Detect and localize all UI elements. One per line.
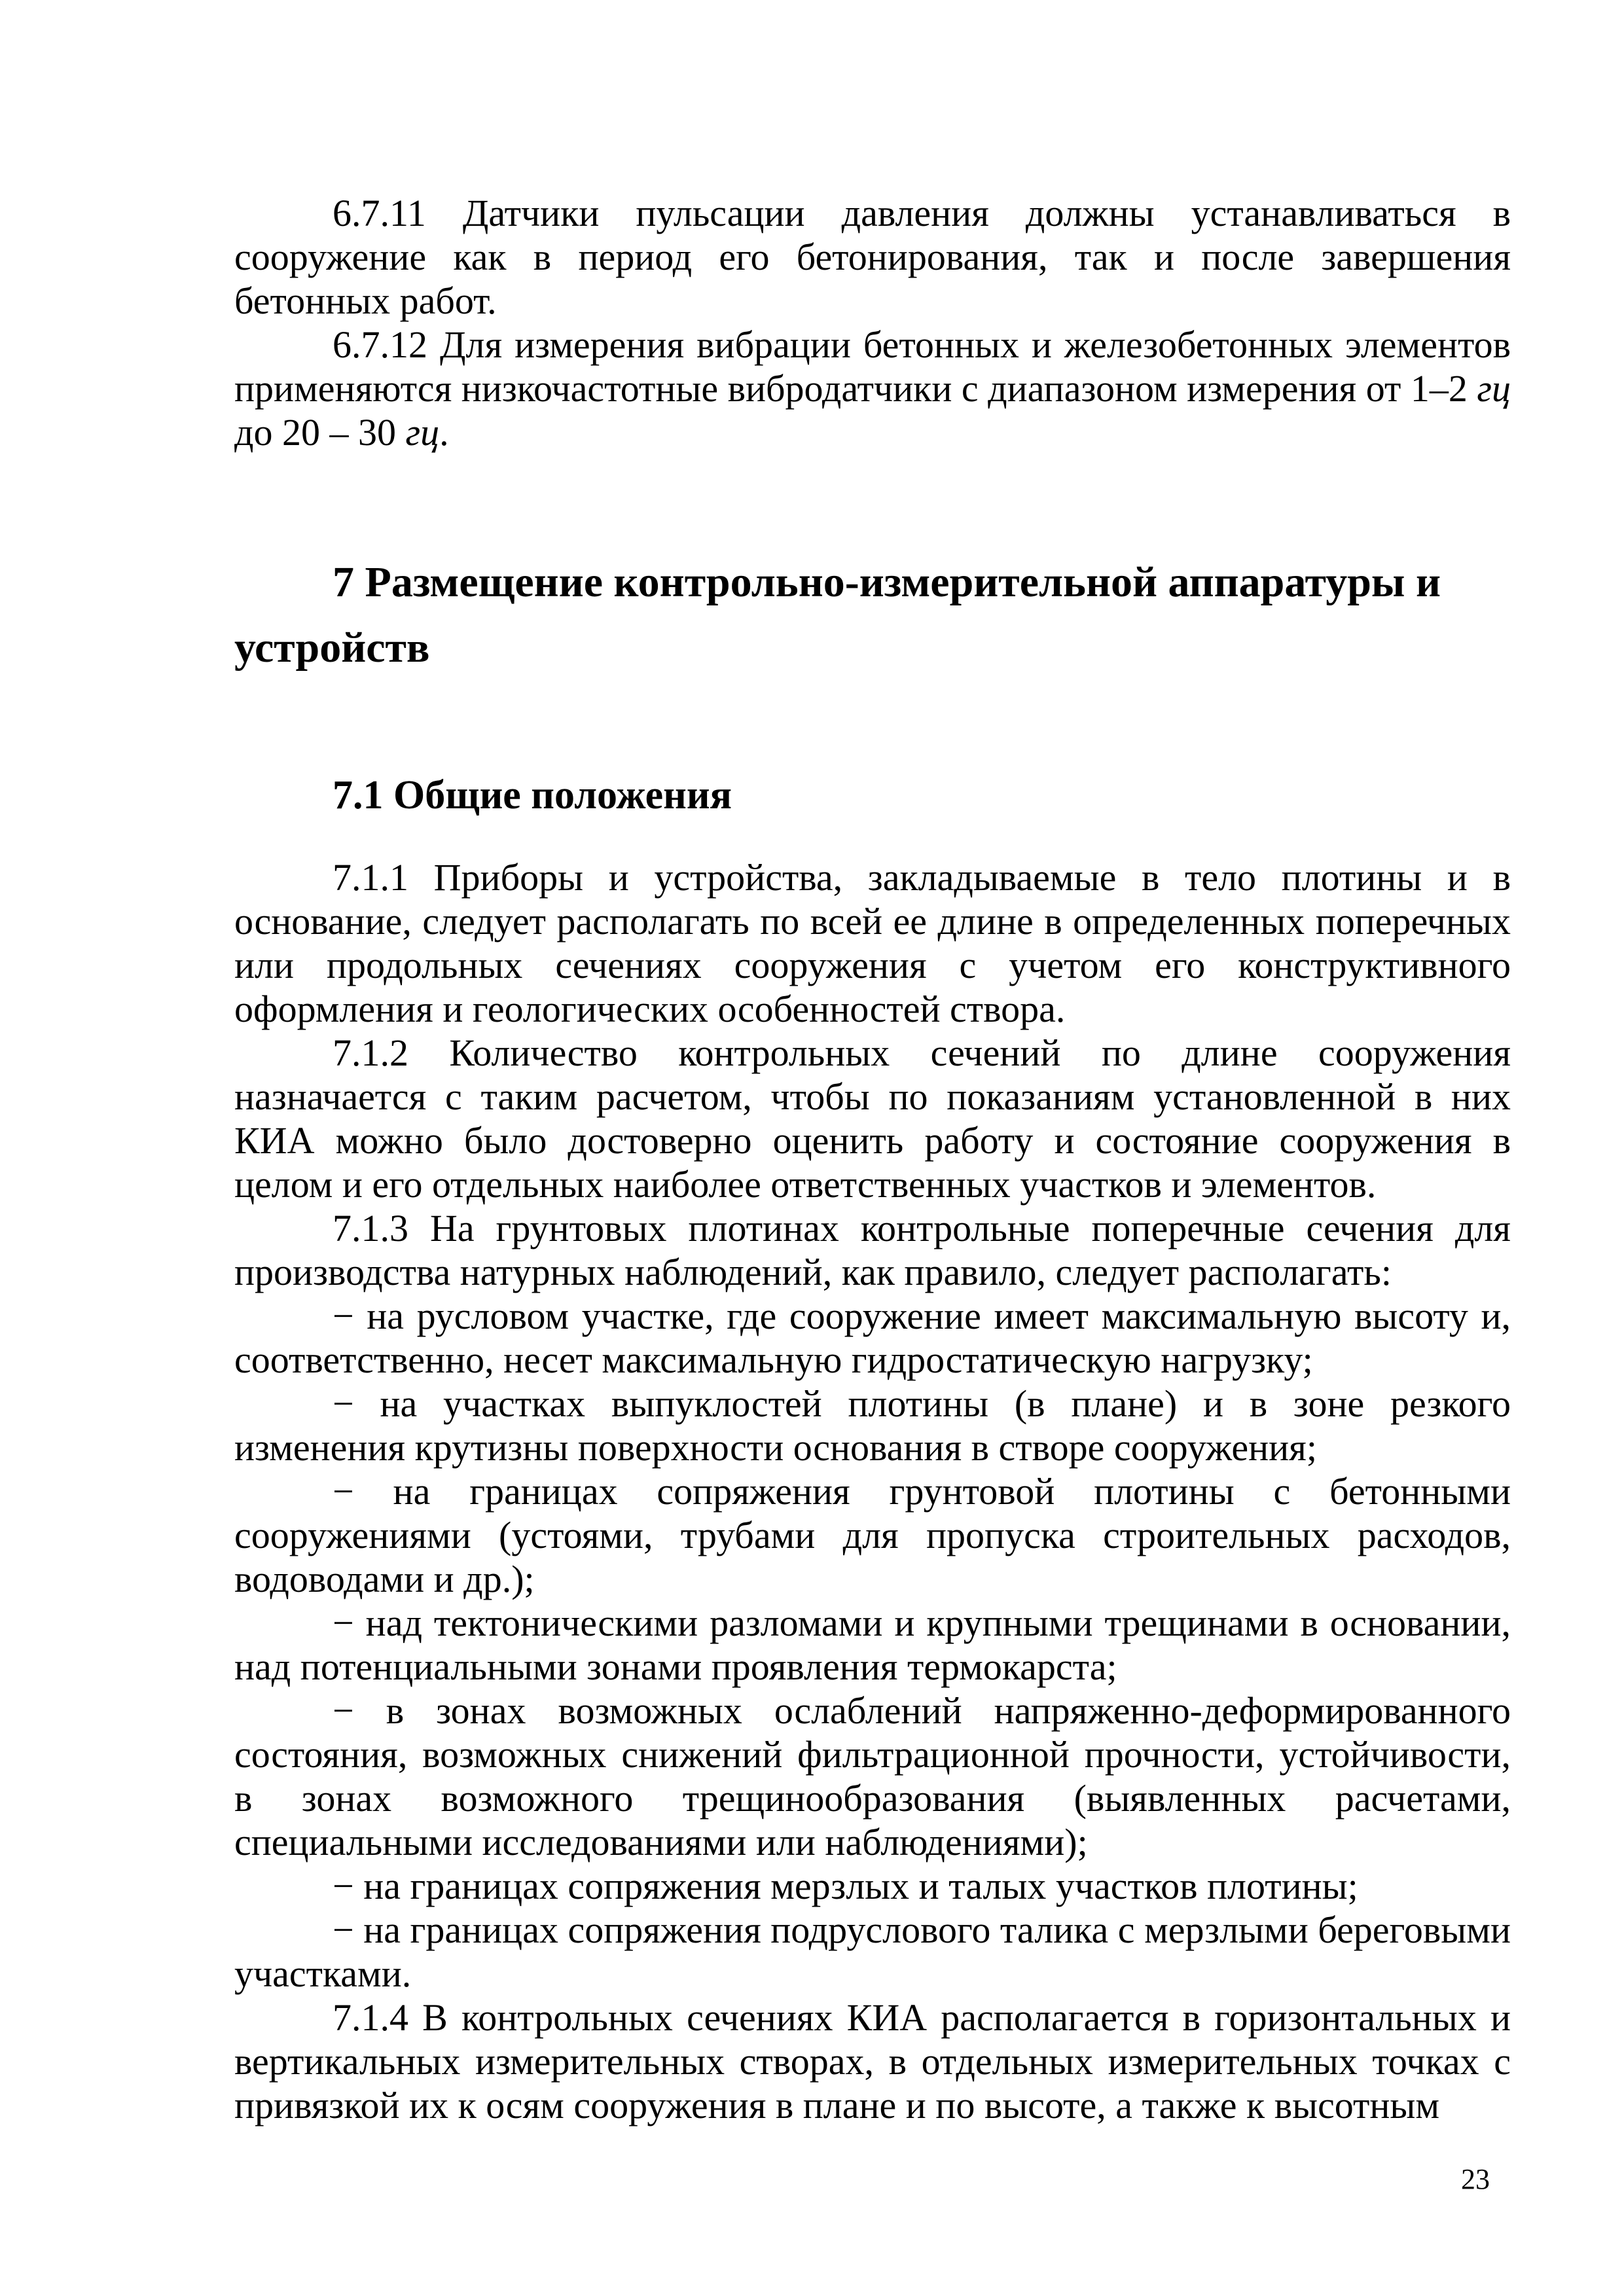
list-item: − на русловом участке, где сооружение имеет максимальную высоту и, соответственно, несет максимальную гидростатическую нагрузку; — [234, 1295, 1511, 1381]
list-item: − на участках выпуклостей плотины (в плане) и в зоне резкого изменения крутизны поверхности основания в створе сооружения; — [234, 1382, 1511, 1469]
paragraph-7-1-4: 7.1.4 В контрольных сечениях КИА располагается в горизонтальных и вертикальных измерительных створах, в отдельных измерительных точках с привязкой их к осям сооружения в плане и по высоте, а также к высотным — [234, 1996, 1511, 2126]
section-7-heading: 7 Размещение контрольно-измерительной аппаратуры и устройств — [234, 558, 1441, 672]
paragraph-6-7-11: 6.7.11 Датчики пульсации давления должны устанавливаться в сооружение как в период его бетонирования, так и после завершения бетонных работ. — [234, 192, 1511, 322]
unit-hz-1: гц — [1477, 367, 1511, 410]
list-item: − на границах сопряжения мерзлых и талых участков плотины; — [333, 1865, 1358, 1907]
subsection-7-1-heading: 7.1 Общие положения — [333, 773, 732, 817]
page-number: 23 — [1461, 2163, 1490, 2195]
paragraph-6-7-12 — [234, 323, 1511, 454]
document-page — [234, 191, 1511, 2127]
paragraph-7-1-1: 7.1.1 Приборы и устройства, закладываемые в тело плотины и в основание, следует располагать по всей ее длине в определенных поперечных или продольных сечениях сооружения с учетом его конструктивного оформления и геологических особенностей створа. — [234, 856, 1511, 1030]
paragraph-7-1-3: 7.1.3 На грунтовых плотинах контрольные поперечные сечения для производства натурных наблюдений, как правило, следует располагать: — [234, 1207, 1511, 1293]
paragraph-6-7-12-text-c: . — [439, 411, 449, 454]
list-item: − над тектоническими разломами и крупными трещинами в основании, над потенциальными зонами проявления термокарста; — [234, 1602, 1511, 1688]
unit-hz-2: гц — [405, 411, 440, 454]
paragraph-7-1-2: 7.1.2 Количество контрольных сечений по длине сооружения назначается с таким расчетом, чтобы по показаниям установленной в них КИА можно было достоверно оценить работу и состояние сооружения в целом и его отдельных наиболее ответственных участков и элементов. — [234, 1031, 1511, 1206]
paragraph-6-7-12-text-a: 6.7.12 Для измерения вибрации бетонных и железобетонных элементов применяются низкочастотные вибродатчики с диапазоном измерения от 1–2 — [234, 323, 1511, 410]
list-item: − в зонах возможных ослаблений напряженно-деформированного состояния, возможных снижений фильтрационной прочности, устойчивости, в зонах возможного трещинообразования (выявленных расчетами, специальными исследованиями или наблюдениями); — [234, 1689, 1511, 1863]
list-item: − на границах сопряжения грунтовой плотины с бетонными сооружениями (устоями, трубами для пропуска строительных расходов, водоводами и др.); — [234, 1470, 1511, 1600]
list-item: − на границах сопряжения подруслового талика с мерзлыми береговыми участками. — [234, 1909, 1511, 1995]
paragraph-6-7-12-text-b: до 20 – 30 — [234, 411, 406, 454]
